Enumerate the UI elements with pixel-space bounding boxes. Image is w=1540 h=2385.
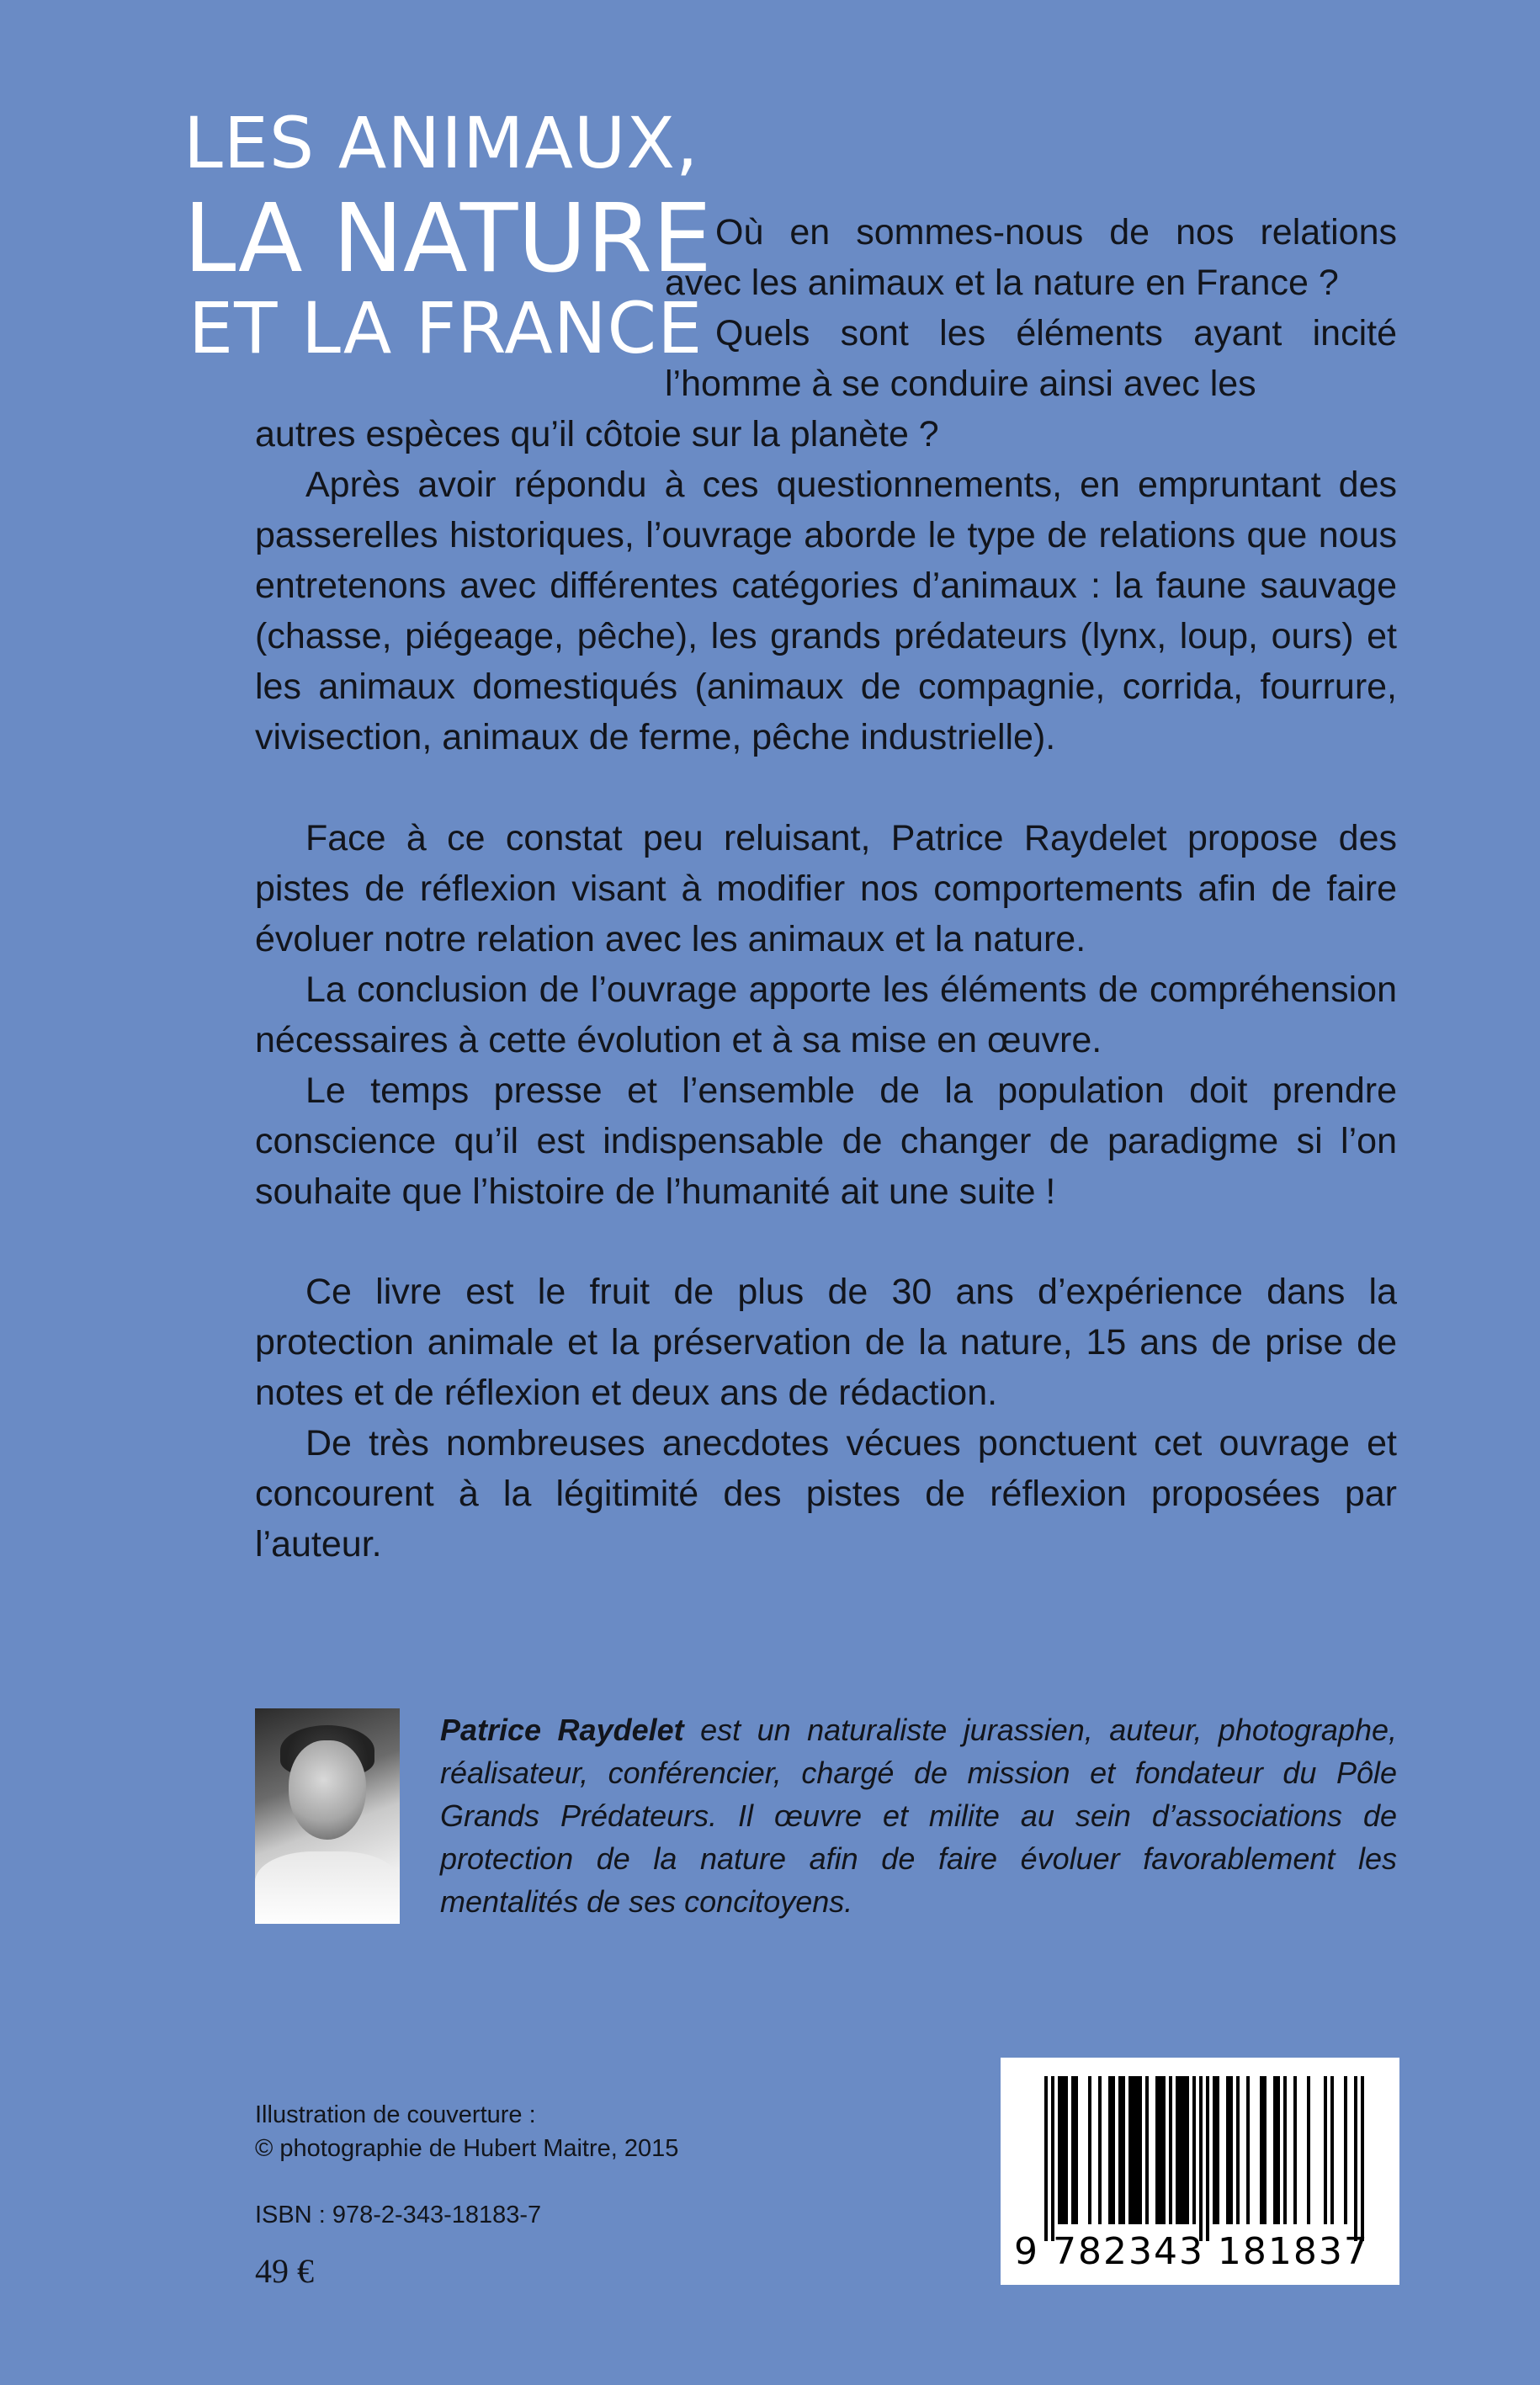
barcode-bar: [1213, 2076, 1216, 2224]
author-photo: [255, 1708, 400, 1924]
barcode-bar: [1192, 2076, 1196, 2224]
barcode-bar: [1051, 2076, 1054, 2241]
barcode-bar: [1145, 2076, 1149, 2224]
body-paragraph-4: Face à ce constat peu reluisant, Patrice Raydelet propose des pistes de réflexion visant à modifier nos comportements afin de faire évoluer notre relation avec les animaux et la nature.: [255, 818, 1397, 959]
cover-credits: [255, 2098, 678, 2165]
body-paragraph-6: Le temps presse et l’ensemble de la population doit prendre conscience qu’il est indispensable de changer de paradigme si l’on souhaite que l’histoire de l’humanité ait une suite !: [255, 1070, 1397, 1212]
barcode-bar: [1283, 2076, 1287, 2224]
barcode-bar: [1260, 2076, 1263, 2224]
intro-paragraph-2-end: autres espèces qu’il côtoie sur la planète ?: [255, 414, 939, 454]
barcode-bar: [1139, 2076, 1142, 2224]
barcode-bar: [1162, 2076, 1166, 2224]
barcode-bar: [1216, 2076, 1219, 2224]
barcode-bar: [1277, 2076, 1280, 2224]
barcode-bar: [1071, 2076, 1075, 2224]
author-name: Patrice Raydelet: [440, 1713, 684, 1747]
barcode-bar: [1229, 2076, 1233, 2224]
barcode-bar: [1075, 2076, 1078, 2224]
barcode-bar: [1354, 2076, 1357, 2241]
intro-text: [665, 207, 1397, 409]
barcode-bar: [1179, 2076, 1182, 2224]
title-line-1: LES ANIMAUX,: [183, 102, 699, 184]
body-text-block-1: [255, 409, 1397, 762]
book-title: [183, 102, 712, 369]
barcode-bar: [1044, 2076, 1048, 2241]
barcode-bar: [1058, 2076, 1061, 2224]
barcode-bar: [1246, 2076, 1250, 2224]
title-line-2: LA NATURE: [183, 184, 712, 294]
body-text-block-3: [255, 1267, 1397, 1570]
illustration-credit: © photographie de Hubert Maitre, 2015: [255, 2135, 679, 2162]
barcode-bar: [1159, 2076, 1162, 2224]
barcode-bar: [1088, 2076, 1091, 2224]
body-text-block-2: [255, 813, 1397, 1217]
intro-paragraph-2-start: Quels sont les éléments ayant incité l’homme à se conduire ainsi avec les: [665, 313, 1397, 404]
author-bio: [440, 1708, 1397, 1923]
illustration-label: Illustration de couverture :: [255, 2101, 536, 2128]
barcode-bar: [1108, 2076, 1112, 2224]
body-paragraph-7: Ce livre est le fruit de plus de 30 ans d’expérience dans la protection animale et la préservation de la nature, 15 ans de prise de notes et de réflexion et deux ans de rédaction.: [255, 1272, 1397, 1413]
body-paragraph-5: La conclusion de l’ouvrage apporte les éléments de compréhension nécessaires à cette évolution et à sa mise en œuvre.: [255, 969, 1397, 1060]
barcode-bar: [1135, 2076, 1139, 2224]
barcode-bar: [1065, 2076, 1068, 2224]
barcode-bar: [1206, 2076, 1209, 2241]
barcode-bar: [1132, 2076, 1135, 2224]
barcode-bar: [1344, 2076, 1347, 2224]
barcode-bar: [1324, 2076, 1327, 2224]
barcode-bar: [1263, 2076, 1267, 2224]
barcode-digits: 9 782343 181837: [1014, 2230, 1369, 2273]
barcode-bar: [1155, 2076, 1159, 2224]
title-line-3: ET LA FRANCE: [189, 287, 704, 369]
barcode-bar: [1273, 2076, 1277, 2224]
barcode-bar: [1118, 2076, 1122, 2224]
barcode-bar: [1061, 2076, 1065, 2224]
intro-paragraph-1: Où en sommes-nous de nos relations avec les animaux et la nature en France ?: [665, 212, 1397, 303]
isbn: ISBN : 978-2-343-18183-7: [255, 2202, 542, 2228]
body-paragraph-8: De très nombreuses anecdotes vécues ponctuent cet ouvrage et concourent à la légitimité des pistes de réflexion proposées par l’auteur.: [255, 1423, 1397, 1564]
barcode-bar: [1182, 2076, 1186, 2224]
body-paragraph-3: Après avoir répondu à ces questionnements, en empruntant des passerelles historiques, l’ouvrage aborde le type de relations que nous entretenons avec différentes catégories d’animaux : la faune sauvage (chasse, piégeage, pêche), les grands prédateurs (lynx, loup, ours) et les animaux domestiqués (animaux de compagnie, corrida, fourrure, vivisection, animaux de ferme, pêche industrielle).: [255, 465, 1397, 757]
barcode-bar: [1330, 2076, 1334, 2224]
barcode-bar: [1176, 2076, 1179, 2224]
barcode-bar: [1098, 2076, 1102, 2224]
barcode-bar: [1112, 2076, 1115, 2224]
barcode-bar: [1236, 2076, 1240, 2224]
barcode-bar: [1307, 2076, 1310, 2224]
barcode: [1001, 2058, 1399, 2285]
barcode-bar: [1169, 2076, 1172, 2224]
barcode-bar: [1226, 2076, 1229, 2224]
barcode-bar: [1293, 2076, 1297, 2224]
barcode-bar: [1199, 2076, 1203, 2241]
barcode-bar: [1361, 2076, 1364, 2241]
price: 49 €: [255, 2252, 314, 2290]
barcode-bar: [1128, 2076, 1132, 2224]
barcode-bar: [1122, 2076, 1125, 2224]
barcode-bar: [1186, 2076, 1189, 2224]
author-bio-text: est un naturaliste jurassien, auteur, photographe, réalisateur, conférencier, chargé de mission et fondateur du Pôle Grands Prédateurs. Il œuvre et milite au sein d’associations de protection de la nature afin de faire évoluer favorablement les mentalités de ses concitoyens.: [440, 1713, 1397, 1919]
